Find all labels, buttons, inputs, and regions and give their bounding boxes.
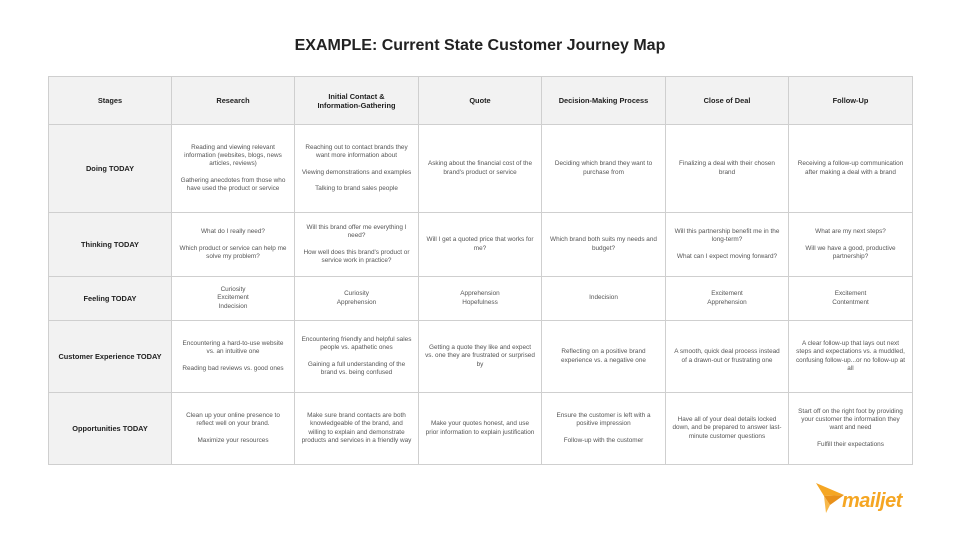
table-cell: Finalizing a deal with their chosen brand xyxy=(666,125,789,213)
table-cell: Start off on the right foot by providing your customer the information they want and need Fulfill their expectations xyxy=(789,393,913,465)
table-cell: Make sure brand contacts are both knowledgeable of the brand, and willing to explain and demonstrate products and services in a friendly way xyxy=(295,393,419,465)
table-cell: Curiosity Excitement Indecision xyxy=(172,277,295,321)
table-cell: Reading and viewing relevant information (websites, blogs, news articles, reviews) Gathering anecdotes from those who have used the product or service xyxy=(172,125,295,213)
header-close-of-deal: Close of Deal xyxy=(666,77,789,125)
table-row xyxy=(49,213,913,277)
header-decision-making: Decision-Making Process xyxy=(542,77,666,125)
header-stages: Stages xyxy=(49,77,172,125)
header-initial-contact: Initial Contact & Information-Gathering xyxy=(295,77,419,125)
table-cell: Deciding which brand they want to purchase from xyxy=(542,125,666,213)
table-cell: Indecision xyxy=(542,277,666,321)
table-cell: Excitement Contentment xyxy=(789,277,913,321)
table-cell: Will this brand offer me everything I need? How well does this brand's product or service work in practice? xyxy=(295,213,419,277)
header-follow-up: Follow-Up xyxy=(789,77,913,125)
table-row xyxy=(49,321,913,393)
table-cell: What do I really need? Which product or service can help me solve my problem? xyxy=(172,213,295,277)
table-cell: Getting a quote they like and expect vs. one they are frustrated or surprised by xyxy=(419,321,542,393)
table-cell: Excitement Apprehension xyxy=(666,277,789,321)
table-cell: Ensure the customer is left with a positive impression Follow-up with the customer xyxy=(542,393,666,465)
table-cell: A smooth, quick deal process instead of a drawn-out or frustrating one xyxy=(666,321,789,393)
table-cell: Clean up your online presence to reflect well on your brand. Maximize your resources xyxy=(172,393,295,465)
table-row xyxy=(49,393,913,465)
table-cell: Make your quotes honest, and use prior information to explain justification xyxy=(419,393,542,465)
row-label-feeling: Feeling TODAY xyxy=(49,277,172,321)
table-cell: Reaching out to contact brands they want more information about Viewing demonstrations and examples Talking to brand sales people xyxy=(295,125,419,213)
table-cell: Receiving a follow-up communication after making a deal with a brand xyxy=(789,125,913,213)
table-row xyxy=(49,125,913,213)
table-cell: Curiosity Apprehension xyxy=(295,277,419,321)
row-label-opportunities: Opportunities TODAY xyxy=(49,393,172,465)
table-cell: Will this partnership benefit me in the long-term? What can I expect moving forward? xyxy=(666,213,789,277)
table-cell: What are my next steps? Will we have a good, productive partnership? xyxy=(789,213,913,277)
table-cell: Which brand both suits my needs and budget? xyxy=(542,213,666,277)
row-label-customer-experience: Customer Experience TODAY xyxy=(49,321,172,393)
table-cell: Apprehension Hopefulness xyxy=(419,277,542,321)
journey-map-table xyxy=(48,76,913,465)
table-cell: Will I get a quoted price that works for me? xyxy=(419,213,542,277)
header-research: Research xyxy=(172,77,295,125)
row-label-doing: Doing TODAY xyxy=(49,125,172,213)
table-cell: Asking about the financial cost of the brand's product or service xyxy=(419,125,542,213)
table-cell: Reflecting on a positive brand experience vs. a negative one xyxy=(542,321,666,393)
table-header-row xyxy=(49,77,913,125)
table-cell: A clear follow-up that lays out next steps and expectations vs. a muddled, confusing follow-up...or no follow-up at all xyxy=(789,321,913,393)
mailjet-logo-text: mailjet xyxy=(842,490,902,512)
table-cell: Encountering a hard-to-use website vs. an intuitive one Reading bad reviews vs. good ones xyxy=(172,321,295,393)
table-cell: Have all of your deal details locked down, and be prepared to answer last-minute customer questions xyxy=(666,393,789,465)
row-label-thinking: Thinking TODAY xyxy=(49,213,172,277)
header-quote: Quote xyxy=(419,77,542,125)
page-title: EXAMPLE: Current State Customer Journey Map xyxy=(294,37,666,54)
table-row xyxy=(49,277,913,321)
table-cell: Encountering friendly and helpful sales people vs. apathetic ones Gaining a full understanding of the brand vs. being confused xyxy=(295,321,419,393)
